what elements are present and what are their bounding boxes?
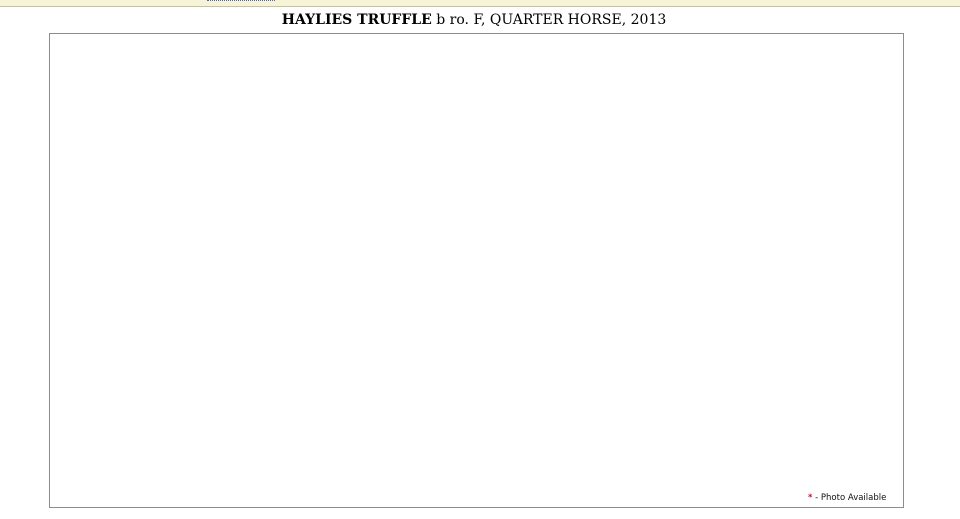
cut-off-link[interactable]: [207, 0, 275, 2]
photo-available-legend: [808, 493, 886, 504]
legend-text: - Photo Available: [812, 493, 887, 503]
top-browser-strip: [0, 0, 960, 7]
legend-star: *: [808, 493, 813, 503]
horse-detail: b ro. F, QUARTER HORSE, 2013: [436, 12, 667, 28]
horse-name: HAYLIES TRUFFLE: [281, 12, 432, 28]
page-title: [0, 12, 948, 28]
pedigree-table: [49, 33, 904, 508]
